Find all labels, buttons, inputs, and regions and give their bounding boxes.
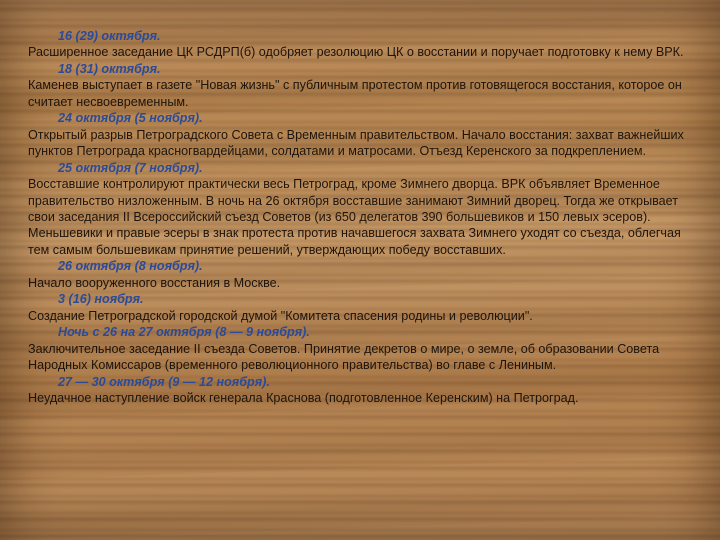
event-date: 26 октября (8 ноября). bbox=[58, 259, 203, 274]
timeline-text bbox=[28, 28, 692, 406]
event-description: Открытый разрыв Петроградского Совета с Временным правительством. Начало восстания: захват важнейших пунктов Петрограда красногвардейцами, солдатами и матросами. Отъезд Керенского за подкреплением. bbox=[28, 127, 684, 159]
event-date: 18 (31) октября. bbox=[58, 61, 161, 76]
event-description: Заключительное заседание II съезда Советов. Принятие декретов о мире, о земле, об образовании Совета Народных Комиссаров (временного революционного правительства) во главе с Лениным. bbox=[28, 341, 660, 373]
event-description: Восставшие контролируют практически весь Петроград, кроме Зимнего дворца. ВРК объявляет Временное правительство низложенным. В ночь на 26 октября восставшие занимают Зимний дворец. Тогда же открывает свои заседания II Всероссийский съезд Советов (из 650 делегатов 390 большевиков и 150 левых эсеров). Меньшевики и правые эсеры в знак протеста против начавшегося захвата Зимнего уходят со съезда, облегчая тем самым большевикам принятие решений, утверждающих победу восставших. bbox=[28, 177, 681, 257]
event-date: 25 октября (7 ноября). bbox=[58, 160, 203, 175]
event-date: 16 (29) октября. bbox=[58, 29, 161, 43]
event-description: Каменев выступает в газете "Новая жизнь" с публичным протестом против готовящегося восстания, которое он считает несвоевременным. bbox=[28, 78, 682, 109]
event-description: Начало вооруженного восстания в Москве. bbox=[28, 275, 281, 290]
event-description: Расширенное заседание ЦК РСДРП(б) одобряет резолюцию ЦК о восстании и поручает подготовку к нему ВРК. bbox=[28, 45, 684, 60]
event-description: Создание Петроградской городской думой "Комитета спасения родины и революции". bbox=[28, 308, 533, 323]
event-date: Ночь с 26 на 27 октября (8 — 9 ноября). bbox=[58, 325, 310, 340]
event-description: Неудачное наступление войск генерала Краснова (подготовленное Керенским) на Петроград. bbox=[28, 390, 579, 405]
event-date: 3 (16) ноября. bbox=[58, 292, 144, 307]
event-date: 24 октября (5 ноября). bbox=[58, 111, 203, 126]
event-date: 27 — 30 октября (9 — 12 ноября). bbox=[58, 374, 270, 389]
